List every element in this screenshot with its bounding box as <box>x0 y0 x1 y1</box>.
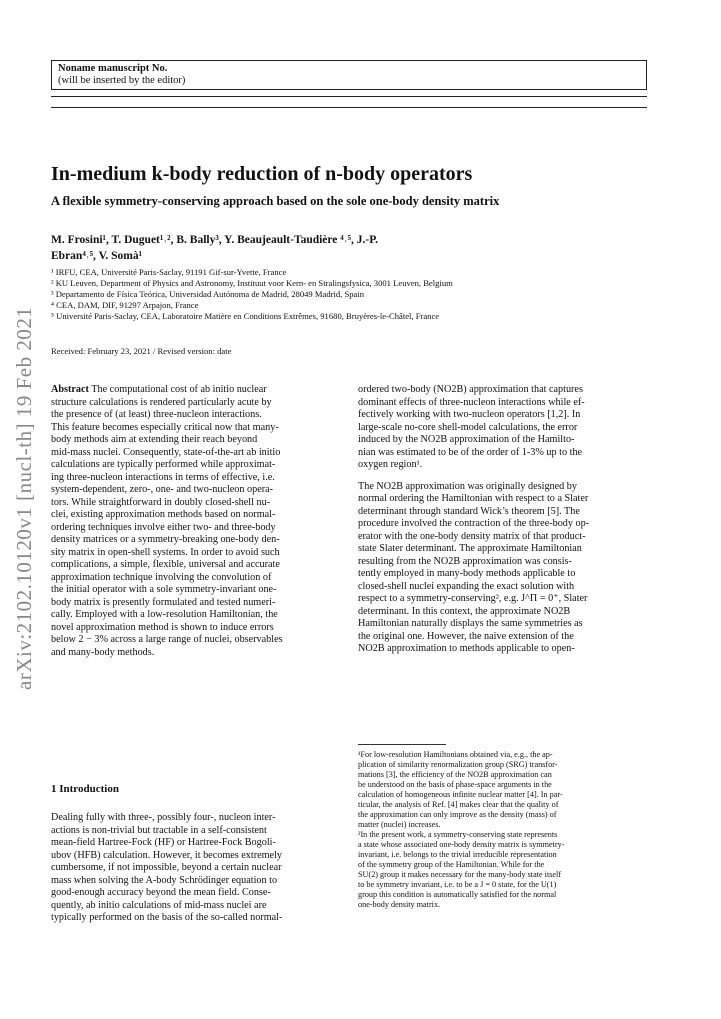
top-rule-2 <box>51 107 647 108</box>
abstract-line: ing three-nucleon interactions in terms of effective, i.e. <box>51 471 275 483</box>
footnote-line: mations [3], the efficiency of the NO2B approximation can <box>358 770 552 779</box>
abstract-line: This feature becomes especially critical now that many- <box>51 421 279 433</box>
intro-line: cumbersome, if not impossible, beyond a certain nuclear <box>51 862 282 873</box>
abstract-line: density matrices or a symmetry-breaking one-body den- <box>51 534 280 545</box>
abstract-line: body methods aim at extending their reach beyond <box>51 434 258 445</box>
footnote-line: ¹For low-resolution Hamiltonians obtained via, e.g., the ap- <box>358 750 553 759</box>
affiliation-1: ¹ IRFU, CEA, Université Paris-Saclay, 91191 Gif-sur-Yvette, France <box>51 267 287 277</box>
abstract-line: the initial operator with a sole symmetry-invariant one- <box>51 584 277 595</box>
footnote-line: one-body density matrix. <box>358 900 441 909</box>
body-line: The NO2B approximation was originally designed by <box>358 480 577 492</box>
received-date: Received: February 23, 2021 / Revised version: date <box>51 346 232 356</box>
affiliation-2: ² KU Leuven, Department of Physics and Astronomy, Instituut voor Kern- en Stralingsfysica, 3001 Leuven, Belgium <box>51 278 453 288</box>
footnote-line: ticular, the analysis of Ref. [4] makes clear that the quality of <box>358 800 559 809</box>
abstract-line: ordering techniques involve either two- and three-body <box>51 521 276 533</box>
body-line: Hamiltonian naturally displays the same symmetries as <box>358 618 583 629</box>
body-line: resulting from the NO2B approximation was consis- <box>358 555 572 567</box>
author-list <box>51 232 647 264</box>
body-line: tently employed in many-body methods applicable to <box>358 568 576 579</box>
right-paragraph-2 <box>358 481 649 656</box>
footnote-line: be understood on the basis of phase-space arguments in the <box>358 780 552 789</box>
abstract-block <box>51 384 342 659</box>
body-line: the original one. However, the naive extension of the <box>358 630 574 642</box>
body-line: determinant through standard Wick’s theorem [5]. The <box>358 505 580 517</box>
intro-line: mass when solving the A-body Schrödinger equation to <box>51 874 278 886</box>
editor-note: (will be inserted by the editor) <box>58 75 186 86</box>
affiliation-3: ³ Departamento de Física Teórica, Universidad Autónoma de Madrid, 28049 Madrid, Spain <box>51 289 365 299</box>
footnote-line: of the symmetry group of the Hamiltonian. While for the <box>358 860 545 869</box>
footnote-line: a state whose associated one-body density matrix is symmetry- <box>358 840 565 849</box>
manuscript-number: Noname manuscript No. <box>58 63 168 74</box>
footnote-line: to be symmetry invariant, i.e. to be a J = 0 state, for the U(1) <box>358 880 557 889</box>
body-line: fectively working with two-nucleon operators [1,2]. In <box>358 409 581 420</box>
body-line: large-scale no-core shell-model calculations, the error <box>358 421 578 433</box>
body-line: normal ordering the Hamiltonian with respect to a Slater <box>358 493 589 504</box>
body-line: induced by the NO2B approximation of the Hamilto- <box>358 434 575 445</box>
affiliation-4: ⁴ CEA, DAM, DIF, 91297 Arpajon, France <box>51 300 199 310</box>
abstract-label: Abstract <box>51 384 89 395</box>
body-line: nian was estimated to be of the order of 1-3% up to the <box>358 446 583 458</box>
right-column <box>358 384 649 656</box>
abstract-line: the presence of (at least) three-nucleon interactions. <box>51 409 262 420</box>
intro-line: good-enough accuracy beyond the mean field. Conse- <box>51 887 271 898</box>
intro-line: typically performed on the basis of the so-called normal- <box>51 912 283 923</box>
abstract-line: complications, a simple, flexible, universal and accurate <box>51 559 280 570</box>
affiliation-list <box>51 267 661 322</box>
body-line: erator with the one-body density matrix of that product- <box>358 530 586 542</box>
footnote-line: matter (nuclei) increases. <box>358 820 441 829</box>
body-line: NO2B approximation to methods applicable to open- <box>358 643 575 654</box>
abstract-line: sity matrix in open-shell systems. In order to avoid such <box>51 546 280 558</box>
footnote-line: ²In the present work, a symmetry-conserving state represents <box>358 830 558 839</box>
abstract-line: clei, existing approximation methods based on normal- <box>51 509 276 520</box>
body-line: respect to a symmetry-conserving², e.g. J^Π = 0⁺, Slater <box>358 593 588 604</box>
abstract-line: structure calculations is rendered particularly acute by <box>51 396 272 408</box>
footnotes <box>358 750 649 910</box>
body-line: dominant effects of three-nucleon interactions while ef- <box>358 396 585 408</box>
author-line-2: Ebran⁴˒⁵, V. Somà¹ <box>51 250 143 262</box>
footnote-rule <box>358 744 446 745</box>
intro-line: ubov (HFB) calculation. However, it becomes extremely <box>51 849 283 861</box>
author-line-1: M. Frosini¹, T. Duguet¹˒², B. Bally³, Y. Beaujeault-Taudière ⁴˒⁵, J.-P. <box>51 234 379 246</box>
intro-line: Dealing fully with three-, possibly four-, nucleon inter- <box>51 812 276 823</box>
abstract-line: below 2 − 3% across a large range of nuclei, observables <box>51 634 283 645</box>
footnote-line: the approximation can only improve as the density (mass) of <box>358 810 557 819</box>
right-paragraph-1 <box>358 384 649 472</box>
abstract-line: novel approximation method is shown to induce errors <box>51 621 274 633</box>
abstract-line: and many-body methods. <box>51 646 155 658</box>
footnote-line: SU(2) group it makes necessary for the many-body state itself <box>358 870 562 879</box>
body-line: ordered two-body (NO2B) approximation that captures <box>358 384 583 395</box>
body-line: closed-shell nuclei expanding the exact solution with <box>358 580 575 592</box>
abstract-line: mid-mass nuclei. Consequently, state-of-the-art ab initio <box>51 446 281 458</box>
editor-header-box <box>51 60 647 90</box>
body-line: determinant. In this context, the approximate NO2B <box>358 605 571 617</box>
arxiv-stamp[interactable]: arXiv:2102.10120v1 [nucl-th] 19 Feb 2021 <box>12 306 36 690</box>
section-heading-introduction: 1 Introduction <box>51 783 119 795</box>
abstract-line: approximation technique involving the convolution of <box>51 571 272 583</box>
footnote-line: calculation of homogeneous infinite nuclear matter [4]. In par- <box>358 790 563 799</box>
footnote-line: group this condition is automatically satisfied for the normal <box>358 890 557 899</box>
introduction-paragraph <box>51 812 342 925</box>
abstract-line: tors. While straightforward in doubly closed-shell nu- <box>51 496 271 508</box>
affiliation-5: ⁵ Université Paris-Saclay, CEA, Laboratoire Matière en Conditions Extrêmes, 91680, Bruyères-le-Châtel, France <box>51 311 440 321</box>
intro-line: actions is non-trivial but tractable in a self-consistent <box>51 824 267 836</box>
paper-subtitle: A flexible symmetry-conserving approach based on the sole one-body density matrix <box>51 194 500 208</box>
body-line: oxygen region¹. <box>358 459 423 470</box>
abstract-line: cally. Employed with a low-resolution Hamiltonian, the <box>51 609 278 620</box>
paper-title: In-medium k-body reduction of n-body operators <box>51 163 473 185</box>
intro-line: mean-field Hartree-Fock (HF) or Hartree-Fock Bogoli- <box>51 837 276 848</box>
footnote-line: invariant, i.e. belongs to the trivial irreducible representation <box>358 850 557 859</box>
body-line: procedure involved the contraction of the three-body op- <box>358 518 590 529</box>
abstract-line: The computational cost of ab initio nuclear <box>88 384 267 395</box>
abstract-line: system-dependent, zero-, one- and two-nucleon opera- <box>51 484 274 495</box>
intro-line: quently, ab initio calculations of mid-mass nuclei are <box>51 899 267 911</box>
body-line: state Slater determinant. The approximate Hamiltonian <box>358 543 582 554</box>
footnote-line: plication of similarity renormalization group (SRG) transfor- <box>358 760 558 769</box>
abstract-line: calculations are typically performed while approximat- <box>51 459 276 470</box>
abstract-line: body matrix is presently formulated and tested numeri- <box>51 596 276 608</box>
top-rule-1 <box>51 96 647 97</box>
